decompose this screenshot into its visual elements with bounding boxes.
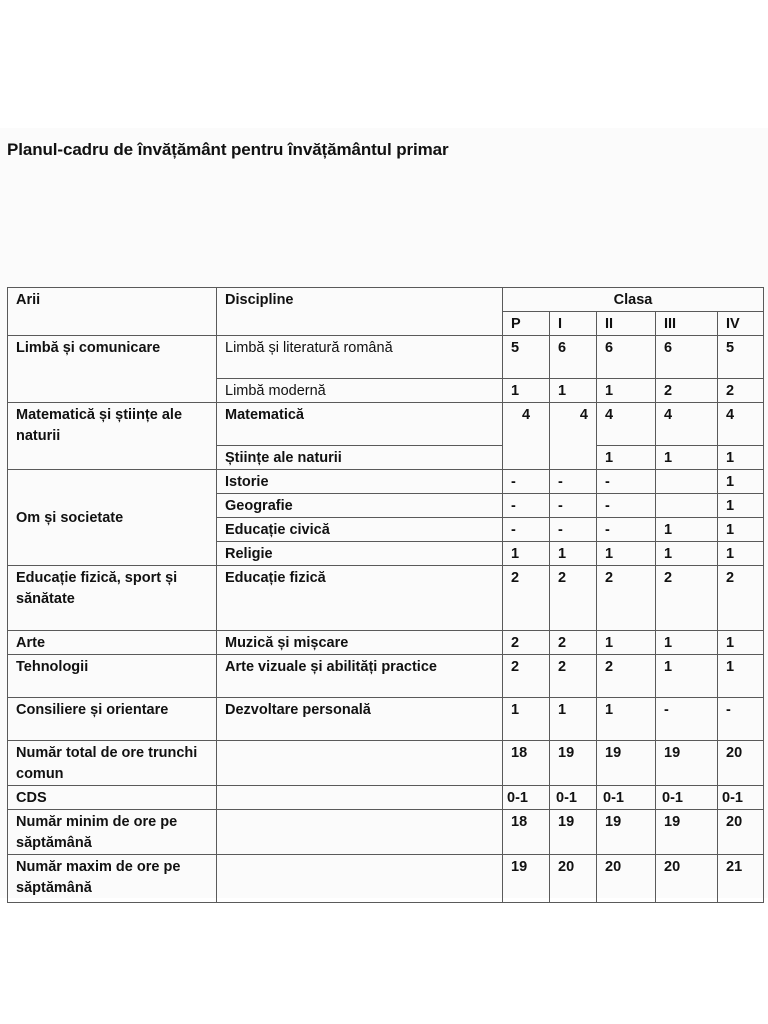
value-cell: 20 bbox=[718, 741, 764, 786]
value-cell: 5 bbox=[503, 336, 550, 379]
value-cell: 1 bbox=[550, 379, 597, 403]
discipline-educatie-fizica: Educație fizică bbox=[217, 566, 503, 631]
value-cell: 2 bbox=[550, 631, 597, 655]
value-cell: 19 bbox=[550, 810, 597, 855]
discipline-limba-romana: Limbă și literatură română bbox=[217, 336, 503, 379]
value-cell: - bbox=[597, 494, 656, 518]
table-row bbox=[8, 786, 764, 810]
empty-cell bbox=[217, 810, 503, 855]
table-row bbox=[8, 631, 764, 655]
value-cell: 20 bbox=[550, 855, 597, 903]
value-cell: 19 bbox=[597, 741, 656, 786]
table-row bbox=[8, 403, 764, 446]
discipline-arte-vizuale: Arte vizuale și abilități practice bbox=[217, 655, 503, 698]
table-row bbox=[8, 698, 764, 741]
value-cell bbox=[656, 494, 718, 518]
value-cell: 6 bbox=[597, 336, 656, 379]
discipline-geografie: Geografie bbox=[217, 494, 503, 518]
value-cell: - bbox=[503, 494, 550, 518]
table-row bbox=[8, 810, 764, 855]
value-cell: 2 bbox=[503, 631, 550, 655]
value-cell: 1 bbox=[597, 542, 656, 566]
value-cell: - bbox=[656, 698, 718, 741]
grade-iv: IV bbox=[718, 312, 764, 336]
value-cell: 19 bbox=[597, 810, 656, 855]
value-cell: 1 bbox=[718, 518, 764, 542]
value-cell: 2 bbox=[550, 655, 597, 698]
area-consiliere: Consiliere și orientare bbox=[8, 698, 217, 741]
value-cell: 2 bbox=[656, 566, 718, 631]
value-cell: 0-1 bbox=[597, 786, 656, 810]
empty-cell bbox=[217, 786, 503, 810]
grade-ii: II bbox=[597, 312, 656, 336]
value-cell: - bbox=[550, 494, 597, 518]
value-cell: 21 bbox=[718, 855, 764, 903]
value-cell: 4 bbox=[503, 403, 550, 470]
value-cell: 0-1 bbox=[503, 786, 550, 810]
value-cell: 4 bbox=[718, 403, 764, 446]
value-cell: 1 bbox=[656, 655, 718, 698]
curriculum-table bbox=[7, 287, 764, 903]
area-om-societate: Om și societate bbox=[8, 470, 217, 566]
value-cell: 1 bbox=[597, 698, 656, 741]
value-cell: - bbox=[550, 518, 597, 542]
value-cell: 4 bbox=[656, 403, 718, 446]
table-row bbox=[8, 741, 764, 786]
value-cell: 1 bbox=[718, 494, 764, 518]
value-cell: 1 bbox=[503, 379, 550, 403]
area-arte: Arte bbox=[8, 631, 217, 655]
value-cell: - bbox=[503, 518, 550, 542]
value-cell: 2 bbox=[503, 566, 550, 631]
empty-cell bbox=[217, 855, 503, 903]
value-cell: 1 bbox=[718, 655, 764, 698]
empty-cell bbox=[217, 741, 503, 786]
area-educatie-fizica: Educație fizică, sport și sănătate bbox=[8, 566, 217, 631]
value-cell: 19 bbox=[656, 741, 718, 786]
value-cell: 6 bbox=[656, 336, 718, 379]
value-cell: 2 bbox=[550, 566, 597, 631]
value-cell: 18 bbox=[503, 741, 550, 786]
value-cell: 1 bbox=[656, 518, 718, 542]
value-cell: 0-1 bbox=[550, 786, 597, 810]
area-tehnologii: Tehnologii bbox=[8, 655, 217, 698]
value-cell: 19 bbox=[503, 855, 550, 903]
value-cell: - bbox=[550, 470, 597, 494]
area-limba-comunicare: Limbă și comunicare bbox=[8, 336, 217, 403]
value-cell: - bbox=[718, 698, 764, 741]
table-row bbox=[8, 336, 764, 379]
value-cell: 1 bbox=[718, 631, 764, 655]
value-cell: 2 bbox=[718, 379, 764, 403]
value-cell: 0-1 bbox=[718, 786, 764, 810]
value-cell: 1 bbox=[656, 631, 718, 655]
value-cell: 20 bbox=[597, 855, 656, 903]
discipline-matematica: Matematică bbox=[217, 403, 503, 446]
grade-p: P bbox=[503, 312, 550, 336]
value-cell: 0-1 bbox=[656, 786, 718, 810]
grade-i: I bbox=[550, 312, 597, 336]
discipline-istorie: Istorie bbox=[217, 470, 503, 494]
discipline-educatie-civica: Educație civică bbox=[217, 518, 503, 542]
value-cell: 2 bbox=[503, 655, 550, 698]
value-cell: 19 bbox=[656, 810, 718, 855]
discipline-stiinte-naturii: Științe ale naturii bbox=[217, 446, 503, 470]
discipline-limba-moderna: Limbă modernă bbox=[217, 379, 503, 403]
value-cell: - bbox=[503, 470, 550, 494]
header-clasa: Clasa bbox=[503, 288, 764, 312]
value-cell: 1 bbox=[656, 542, 718, 566]
value-cell: 1 bbox=[597, 631, 656, 655]
discipline-dezvoltare-personala: Dezvoltare personală bbox=[217, 698, 503, 741]
value-cell: 1 bbox=[718, 542, 764, 566]
grade-iii: III bbox=[656, 312, 718, 336]
page-title: Planul-cadru de învățământ pentru învățământul primar bbox=[7, 140, 449, 159]
value-cell bbox=[656, 470, 718, 494]
value-cell: 1 bbox=[718, 446, 764, 470]
header-row-1 bbox=[8, 288, 764, 312]
header-arii: Arii bbox=[8, 288, 217, 336]
value-cell: 1 bbox=[550, 698, 597, 741]
value-cell: 2 bbox=[597, 655, 656, 698]
value-cell: - bbox=[597, 518, 656, 542]
value-cell: 2 bbox=[656, 379, 718, 403]
header-discipline: Discipline bbox=[217, 288, 503, 336]
value-cell: 1 bbox=[503, 542, 550, 566]
value-cell: 1 bbox=[656, 446, 718, 470]
cds-label: CDS bbox=[8, 786, 217, 810]
value-cell: 1 bbox=[718, 470, 764, 494]
value-cell: 2 bbox=[597, 566, 656, 631]
value-cell: 6 bbox=[550, 336, 597, 379]
area-matematica-stiinte: Matematică și științe ale naturii bbox=[8, 403, 217, 470]
total-label: Număr total de ore trunchi comun bbox=[8, 741, 217, 786]
value-cell: 1 bbox=[597, 446, 656, 470]
discipline-muzica: Muzică și mișcare bbox=[217, 631, 503, 655]
table-row bbox=[8, 855, 764, 903]
value-cell: 20 bbox=[656, 855, 718, 903]
discipline-religie: Religie bbox=[217, 542, 503, 566]
value-cell: 20 bbox=[718, 810, 764, 855]
value-cell: 1 bbox=[503, 698, 550, 741]
value-cell: 18 bbox=[503, 810, 550, 855]
value-cell: 1 bbox=[550, 542, 597, 566]
value-cell: 4 bbox=[597, 403, 656, 446]
table-row bbox=[8, 470, 764, 494]
table-row bbox=[8, 566, 764, 631]
min-hours-label: Număr minim de ore pe săptămână bbox=[8, 810, 217, 855]
value-cell: 4 bbox=[550, 403, 597, 470]
value-cell: 19 bbox=[550, 741, 597, 786]
value-cell: 2 bbox=[718, 566, 764, 631]
max-hours-label: Număr maxim de ore pe săptămână bbox=[8, 855, 217, 903]
value-cell: 1 bbox=[597, 379, 656, 403]
value-cell: - bbox=[597, 470, 656, 494]
value-cell: 5 bbox=[718, 336, 764, 379]
